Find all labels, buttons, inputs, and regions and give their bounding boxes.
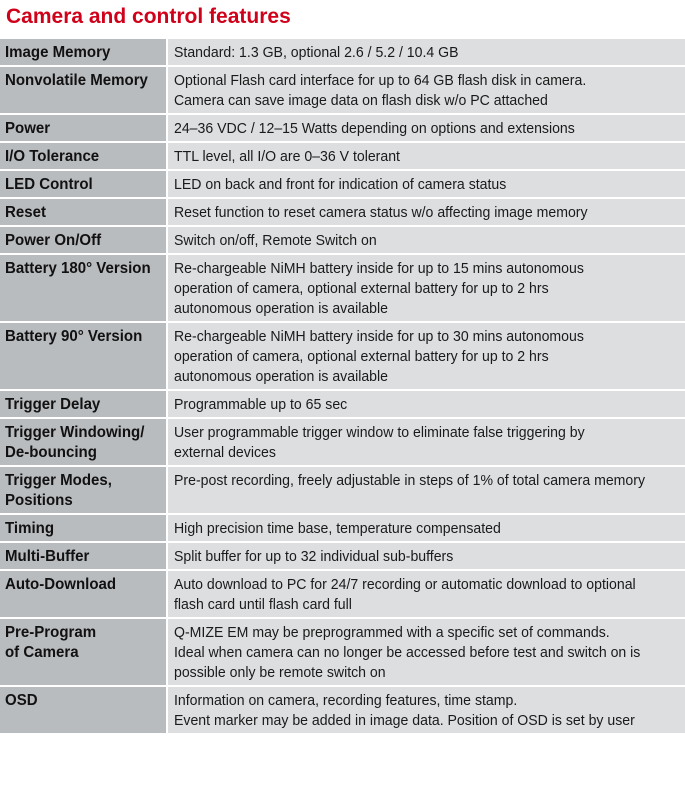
row-label: Trigger Delay	[0, 391, 168, 417]
row-label: Power	[0, 115, 168, 141]
table-row	[0, 255, 685, 323]
row-label: Reset	[0, 199, 168, 225]
row-value: Q-MIZE EM may be preprogrammed with a specific set of commands. Ideal when camera can no longer be accessed before test and switch on is possible only be remote switch on	[168, 619, 685, 685]
table-row	[0, 143, 685, 171]
table-row	[0, 467, 685, 515]
row-label: Battery 180° Version	[0, 255, 168, 321]
row-value: Programmable up to 65 sec	[168, 391, 685, 417]
row-label: Battery 90° Version	[0, 323, 168, 389]
row-value: Pre-post recording, freely adjustable in steps of 1% of total camera memory	[168, 467, 685, 513]
row-value: TTL level, all I/O are 0–36 V tolerant	[168, 143, 685, 169]
row-label: Multi-Buffer	[0, 543, 168, 569]
row-label: Trigger Windowing/ De-bouncing	[0, 419, 168, 465]
table-row	[0, 227, 685, 255]
table-row	[0, 199, 685, 227]
row-label: Pre-Program of Camera	[0, 619, 168, 685]
table-row	[0, 515, 685, 543]
row-value: Standard: 1.3 GB, optional 2.6 / 5.2 / 10.4 GB	[168, 39, 685, 65]
table-row	[0, 543, 685, 571]
table-row	[0, 571, 685, 619]
features-table	[0, 37, 685, 735]
row-value: Reset function to reset camera status w/o affecting image memory	[168, 199, 685, 225]
row-value: Information on camera, recording features, time stamp. Event marker may be added in image data. Position of OSD is set by user	[168, 687, 685, 733]
row-value: Re-chargeable NiMH battery inside for up to 15 mins autonomous operation of camera, optional external battery for up to 2 hrs autonomous operation is available	[168, 255, 685, 321]
row-value: Split buffer for up to 32 individual sub-buffers	[168, 543, 685, 569]
row-value: User programmable trigger window to eliminate false triggering by external devices	[168, 419, 685, 465]
row-label: Auto-Download	[0, 571, 168, 617]
row-value: Re-chargeable NiMH battery inside for up to 30 mins autonomous operation of camera, optional external battery for up to 2 hrs autonomous operation is available	[168, 323, 685, 389]
table-row	[0, 619, 685, 687]
table-row	[0, 323, 685, 391]
row-label: Trigger Modes, Positions	[0, 467, 168, 513]
row-label: Image Memory	[0, 39, 168, 65]
table-row	[0, 391, 685, 419]
row-label: Nonvolatile Memory	[0, 67, 168, 113]
row-value: 24–36 VDC / 12–15 Watts depending on options and extensions	[168, 115, 685, 141]
row-value: LED on back and front for indication of camera status	[168, 171, 685, 197]
table-row	[0, 171, 685, 199]
row-value: Optional Flash card interface for up to 64 GB flash disk in camera. Camera can save image data on flash disk w/o PC attached	[168, 67, 685, 113]
table-row	[0, 115, 685, 143]
row-label: OSD	[0, 687, 168, 733]
row-label: LED Control	[0, 171, 168, 197]
table-row	[0, 67, 685, 115]
row-label: I/O Tolerance	[0, 143, 168, 169]
table-row	[0, 39, 685, 67]
table-row	[0, 687, 685, 735]
row-value: Switch on/off, Remote Switch on	[168, 227, 685, 253]
page-title: Camera and control features	[6, 5, 291, 28]
row-value: Auto download to PC for 24/7 recording or automatic download to optional flash card until flash card full	[168, 571, 685, 617]
row-label: Power On/Off	[0, 227, 168, 253]
table-row	[0, 419, 685, 467]
row-value: High precision time base, temperature compensated	[168, 515, 685, 541]
row-label: Timing	[0, 515, 168, 541]
